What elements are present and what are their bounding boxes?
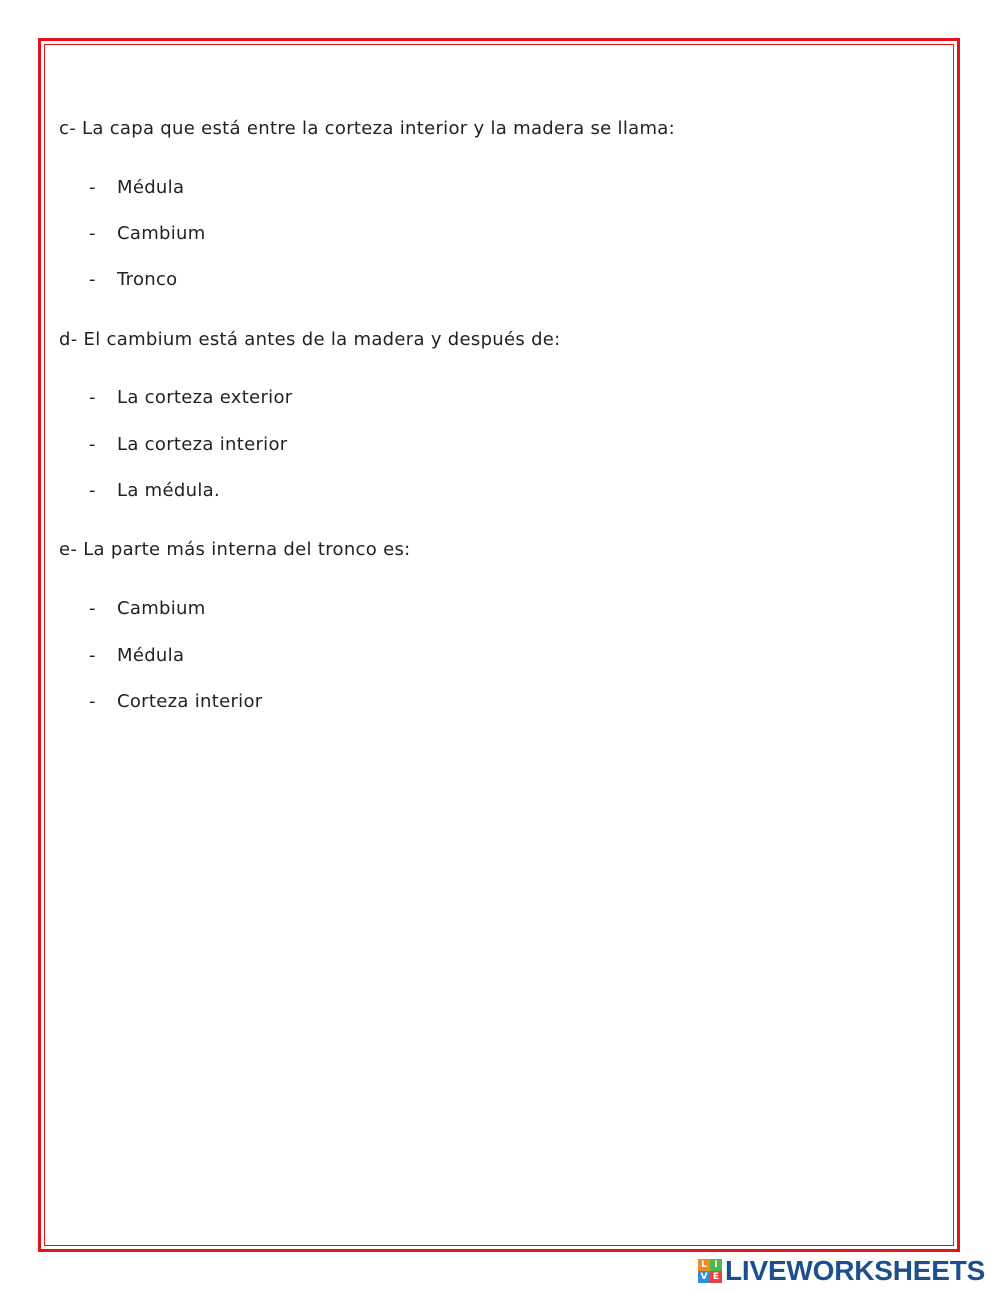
option-dash: - — [89, 223, 96, 244]
question-c: c- La capa que está entre la corteza interior y la madera se llama: — [59, 118, 675, 139]
option-label: Cambium — [117, 223, 206, 244]
option-label: La médula. — [117, 480, 220, 501]
liveworksheets-logo-text: LIVEWORKSHEETS — [725, 1255, 986, 1286]
option-label: Médula — [117, 645, 185, 666]
option-label: Tronco — [117, 269, 178, 290]
option-label: La corteza interior — [117, 434, 288, 455]
option-dash: - — [89, 480, 96, 501]
liveworksheets-logo-icon — [698, 1259, 722, 1283]
question-d: d- El cambium está antes de la madera y después de: — [59, 329, 561, 350]
option-label: Médula — [117, 177, 185, 198]
liveworksheets-logo[interactable] — [698, 1255, 986, 1286]
option-dash: - — [89, 269, 96, 290]
option-label: Corteza interior — [117, 691, 263, 712]
option-dash: - — [89, 598, 96, 619]
logo-letter: I — [710, 1259, 722, 1271]
option-dash: - — [89, 645, 96, 666]
logo-letter: V — [698, 1271, 710, 1283]
option-label: La corteza exterior — [117, 387, 293, 408]
option-dash: - — [89, 387, 96, 408]
logo-letter: L — [698, 1259, 710, 1271]
option-dash: - — [89, 177, 96, 198]
option-dash: - — [89, 434, 96, 455]
logo-letter: E — [710, 1271, 722, 1283]
question-e: e- La parte más interna del tronco es: — [59, 539, 411, 560]
option-label: Cambium — [117, 598, 206, 619]
option-dash: - — [89, 691, 96, 712]
